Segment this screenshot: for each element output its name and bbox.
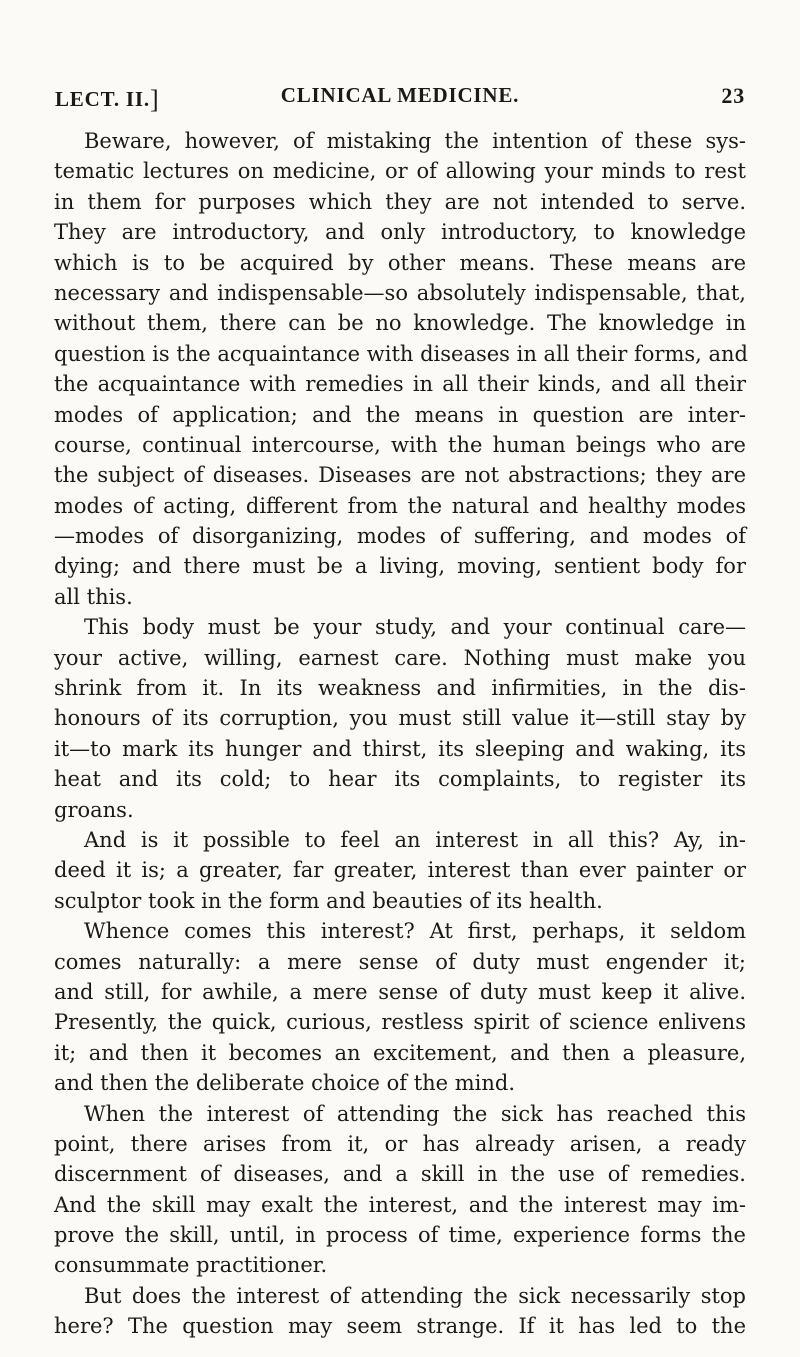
text-line: and still, for awhile, a mere sense of duty must keep it alive. [54,979,746,1004]
text-line: —modes of disorganizing, modes of suffering, and modes of [54,524,746,549]
text-line: it; and then it becomes an excitement, and then a pleasure, [54,1040,746,1065]
text-line: When the interest of attending the sick has reached this [84,1101,746,1126]
text-line: groans. [54,797,134,822]
lecture-bracket: ] [149,85,160,114]
text-line: discernment of diseases, and a skill in the use of remedies. [54,1162,746,1187]
text-line: dying; and there must be a living, moving, sentient body for [54,554,746,579]
text-line: tematic lectures on medicine, or of allowing your minds to rest [54,159,746,184]
text-line: point, there arises from it, or has already arisen, a ready [54,1131,746,1156]
text-line: prove the skill, until, in process of time, experience forms the [54,1223,746,1248]
text-line: modes of acting, different from the natural and healthy modes [54,493,746,518]
text-line: necessary and indispensable—so absolutely indispensable, that, [54,280,746,305]
text-line: the subject of diseases. Diseases are not abstractions; they are [54,463,746,488]
text-line: course, continual intercourse, with the human beings who are [54,432,746,457]
body-text [54,126,746,1342]
text-line: here? The question may seem strange. If it has led to the [54,1314,746,1339]
text-line: honours of its corruption, you must still value it—still stay by [54,706,746,731]
text-line: And the skill may exalt the interest, and the interest may im- [54,1192,746,1217]
text-line: Presently, the quick, curious, restless spirit of science enlivens [54,1010,746,1035]
text-line: And is it possible to feel an interest in all this? Ay, in- [84,827,746,852]
text-line: your active, willing, earnest care. Nothing must make you [54,645,746,670]
text-line: without them, there can be no knowledge. The knowledge in [54,311,746,336]
book-title: CLINICAL MEDICINE. [280,83,520,107]
text-line: But does the interest of attending the sick necessarily stop [84,1283,746,1308]
running-head [55,83,745,113]
text-line: comes naturally: a mere sense of duty must engender it; [54,949,746,974]
text-line: sculptor took in the form and beauties of its health. [54,888,603,913]
text-line: deed it is; a greater, far greater, interest than ever painter or [54,858,746,883]
text-line: shrink from it. In its weakness and infirmities, in the dis- [54,676,746,701]
text-line: which is to be acquired by other means. These means are [54,250,746,275]
text-line: Whence comes this interest? At first, perhaps, it seldom [84,919,746,944]
text-line: heat and its cold; to hear its complaints, to register its [54,767,746,792]
text-line: the acquaintance with remedies in all their kinds, and all their [54,372,746,397]
page-number: 23 [721,83,745,108]
lecture-text: LECT. II. [55,87,150,111]
text-line: and then the deliberate choice of the mind. [54,1071,516,1096]
text-line: They are introductory, and only introductory, to knowledge [54,220,746,245]
text-line: This body must be your study, and your continual care— [84,615,746,640]
text-line: modes of application; and the means in question are inter- [54,402,746,427]
text-line: question is the acquaintance with diseases in all their forms, and [54,341,748,366]
text-line: all this. [54,584,133,609]
text-line: consummate practitioner. [54,1253,328,1278]
text-line: it—to mark its hunger and thirst, its sleeping and waking, its [54,736,746,761]
text-line: Beware, however, of mistaking the intention of these sys- [84,129,746,153]
text-line: in them for purposes which they are not intended to serve. [54,189,746,214]
